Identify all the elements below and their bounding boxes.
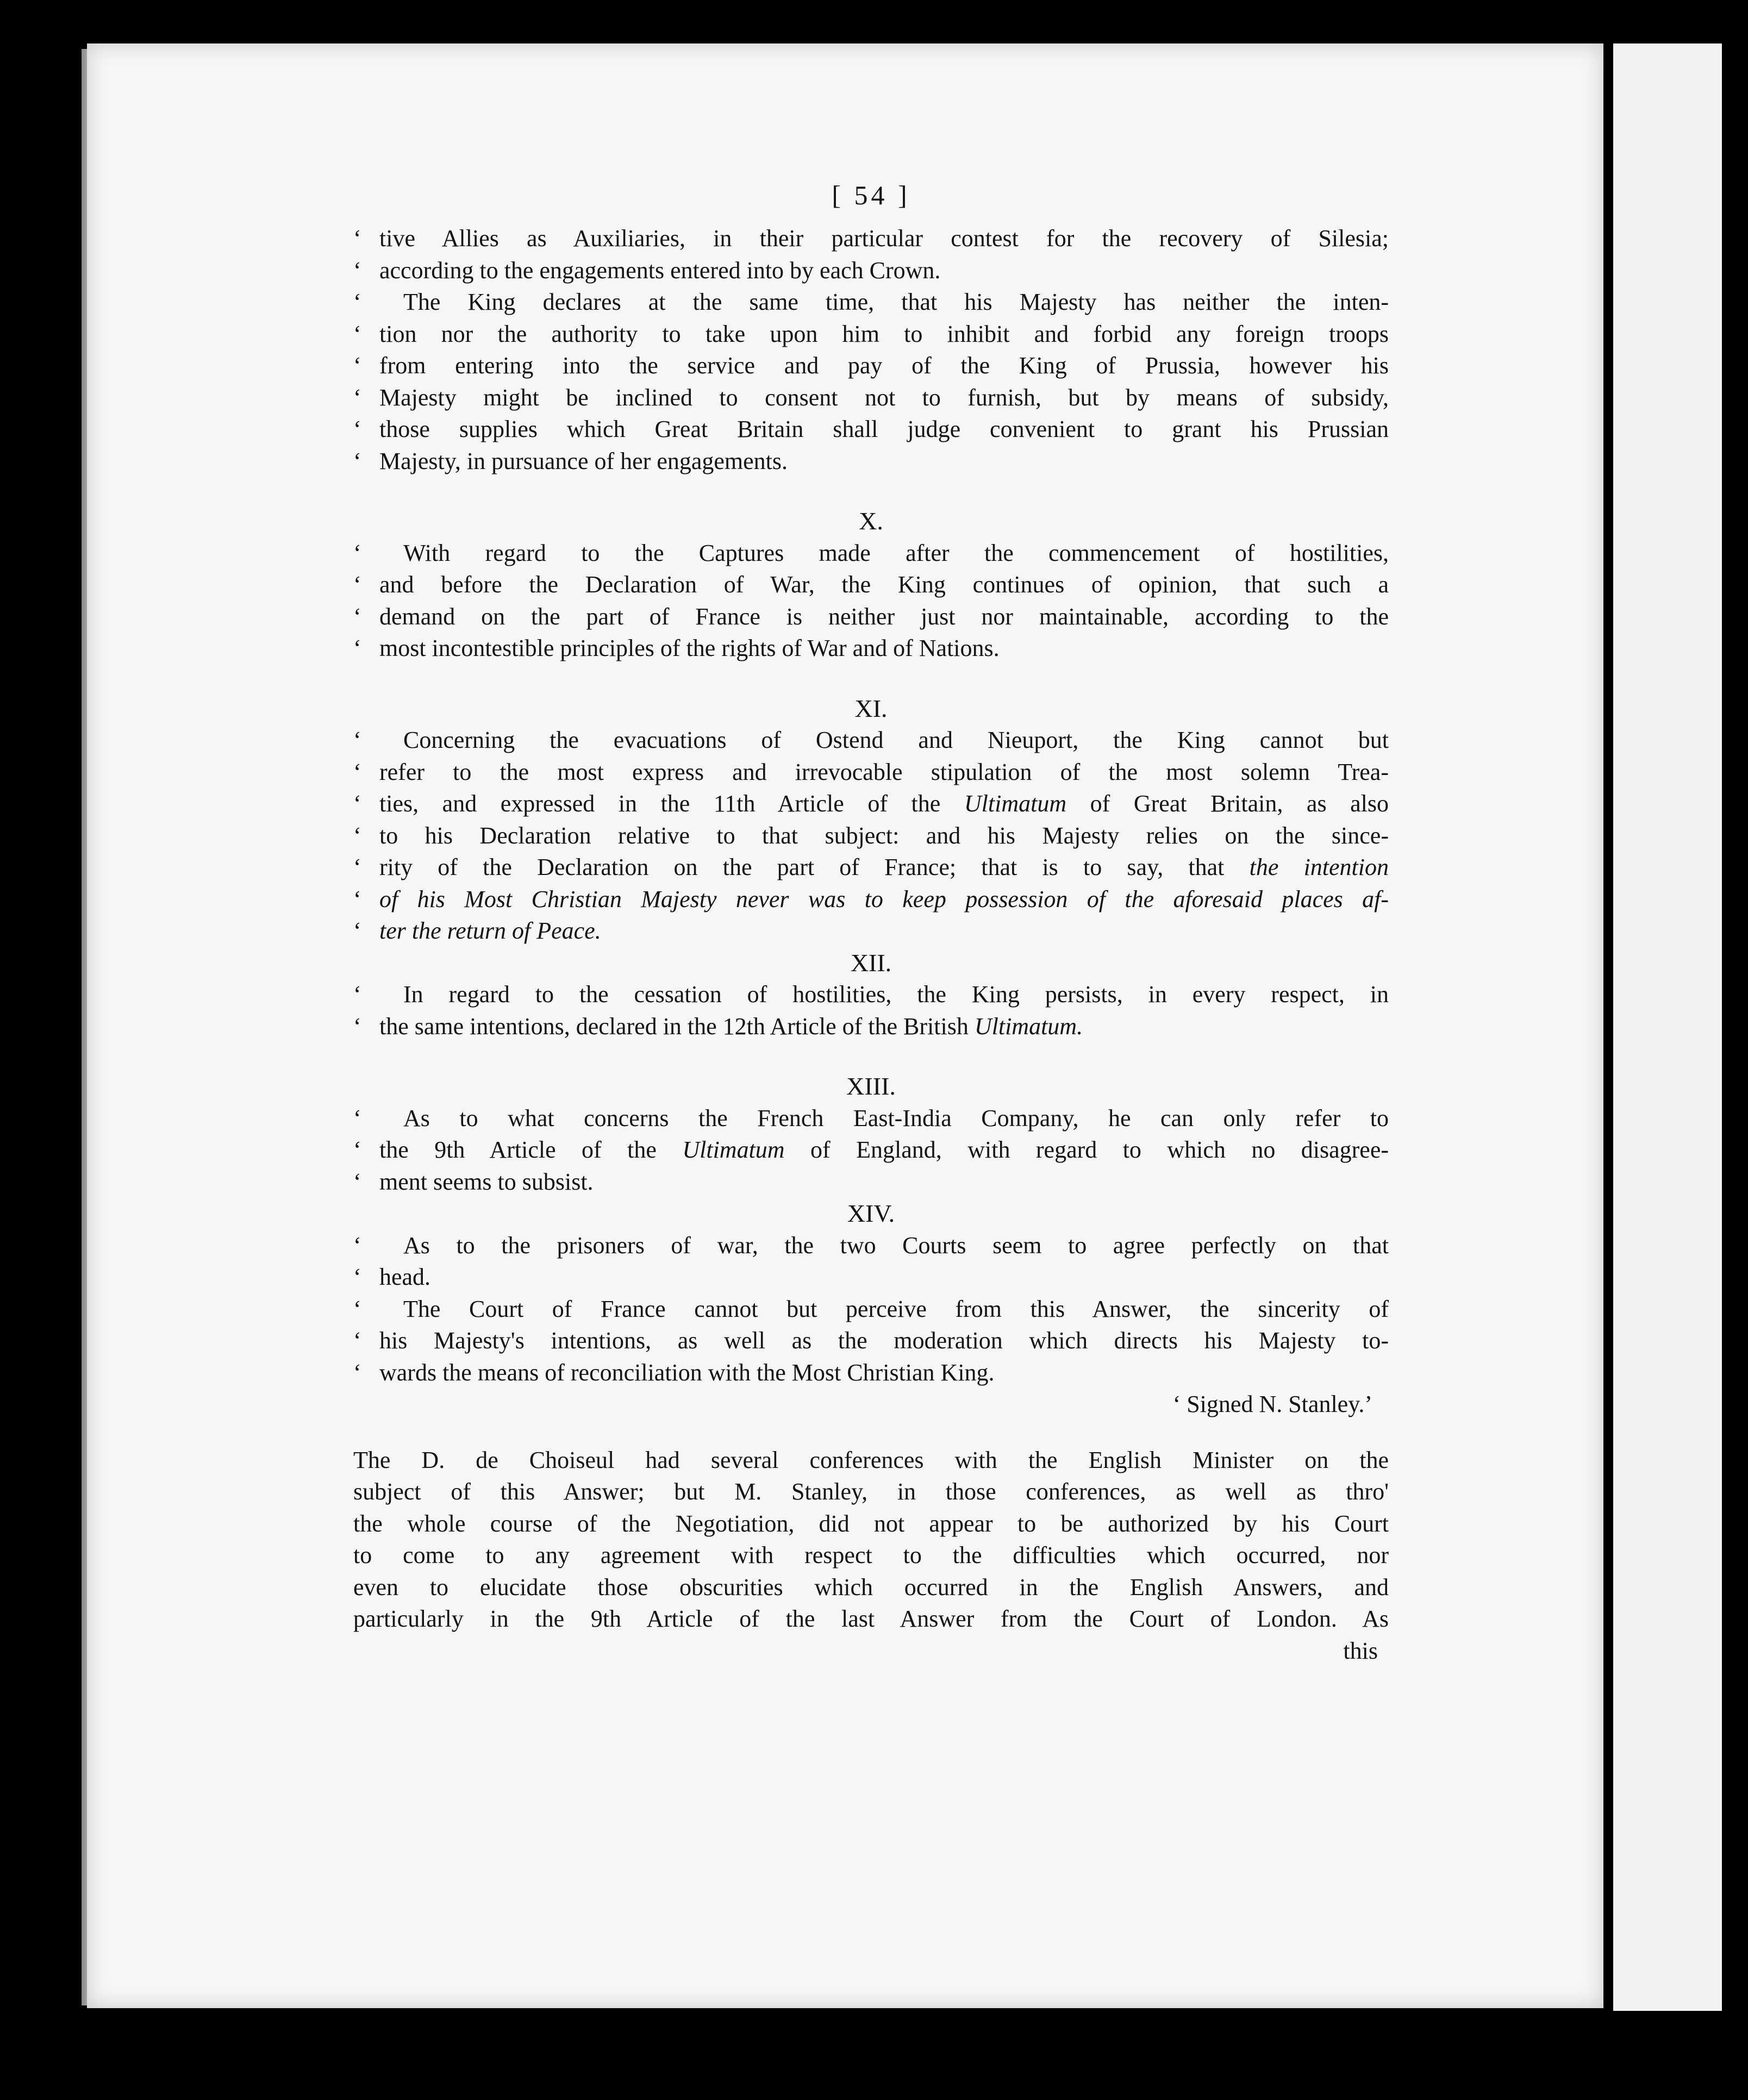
text-line: ‘ The Court of France cannot but perceive from this Answer, the sincerity of	[353, 1293, 1389, 1326]
article-heading-xiv: XIV.	[847, 1199, 895, 1227]
article-heading-xi: XI.	[854, 694, 888, 722]
page-number: [ 54 ]	[832, 180, 910, 210]
text-line: ‘ ties, and expressed in the 11th Article of the Ultimatum of Great Britain, as also	[353, 788, 1389, 820]
text-line: ‘ the same intentions, declared in the 12th Article of the British Ultimatum.	[353, 1011, 1389, 1043]
article-heading-xii: XII.	[850, 948, 892, 977]
text-line: ‘ demand on the part of France is neither just nor maintainable, according to the	[353, 601, 1389, 633]
text-line: to come to any agreement with respect to the difficulties which occurred, nor	[353, 1542, 1389, 1568]
text-line: the whole course of the Negotiation, did not appear to be authorized by his Court	[353, 1510, 1389, 1537]
article-heading-x: X.	[859, 507, 883, 535]
article-heading-xiii: XIII.	[846, 1072, 896, 1100]
text-line: ‘ The King declares at the same time, that his Majesty has neither the inten-	[353, 286, 1389, 318]
text-line: ‘ his Majesty's intentions, as well as the moderation which directs his Majesty to-	[353, 1325, 1389, 1357]
text-line: ‘ rity of the Declaration on the part of France; that is to say, that the intention	[353, 852, 1389, 884]
text-line: ‘ ment seems to subsist.	[353, 1166, 1389, 1198]
text-line: ‘ from entering into the service and pay of the King of Prussia, however his	[353, 350, 1389, 382]
text-line: ‘ according to the engagements entered into by each Crown.	[353, 255, 1389, 287]
text-line: ‘ the 9th Article of the Ultimatum of England, with regard to which no disagree-	[353, 1134, 1389, 1166]
text-line: ‘ wards the means of reconciliation with the Most Christian King.	[353, 1357, 1389, 1389]
page-text	[353, 179, 1389, 1667]
text-line: ‘ and before the Declaration of War, the King continues of opinion, that such a	[353, 569, 1389, 601]
text-line: The D. de Choiseul had several conferences with the English Minister on the	[353, 1446, 1389, 1473]
signature-line: ‘ Signed N. Stanley.’	[1172, 1391, 1372, 1417]
text-line: ‘ Majesty, in pursuance of her engagements.	[353, 446, 1389, 478]
catchword: this	[1343, 1637, 1378, 1664]
ultimatum-italic: Ultimatum	[964, 790, 1067, 817]
text-line: ‘ Majesty might be inclined to consent not to furnish, but by means of subsidy,	[353, 382, 1389, 414]
text-line-italic: ‘ ter the return of Peace.	[353, 915, 1389, 947]
text-line: subject of this Answer; but M. Stanley, in those conferences, as well as thro'	[353, 1478, 1389, 1505]
text-line: ‘ to his Declaration relative to that subject: and his Majesty relies on the since-	[353, 820, 1389, 852]
text-line-italic: ‘ of his Most Christian Majesty never was to keep possession of the aforesaid places af-	[353, 884, 1389, 916]
text-line: even to elucidate those obscurities which occurred in the English Answers, and	[353, 1573, 1389, 1601]
text-line: ‘ tion nor the authority to take upon him to inhibit and forbid any foreign troops	[353, 318, 1389, 351]
text-line: ‘ head.	[353, 1261, 1389, 1293]
text-line: ‘ Concerning the evacuations of Ostend and Nieuport, the King cannot but	[353, 724, 1389, 757]
text-line: ‘ As to what concerns the French East-India Company, he can only refer to	[353, 1103, 1389, 1135]
text-line: ‘ those supplies which Great Britain shall judge convenient to grant his Prussian	[353, 414, 1389, 446]
text-line: ‘ tive Allies as Auxiliaries, in their particular contest for the recovery of Silesia;	[353, 223, 1389, 255]
text-line: particularly in the 9th Article of the last Answer from the Court of London. As	[353, 1605, 1389, 1632]
text-line: ‘ As to the prisoners of war, the two Courts seem to agree perfectly on that	[353, 1230, 1389, 1262]
text-line: ‘ most incontestible principles of the rights of War and of Nations.	[353, 633, 1389, 665]
text-line: ‘ refer to the most express and irrevocable stipulation of the most solemn Trea-	[353, 757, 1389, 789]
facing-page-edge	[1613, 43, 1722, 2011]
text-line: ‘ With regard to the Captures made after the commencement of hostilities,	[353, 538, 1389, 570]
text-line: ‘ In regard to the cessation of hostilities, the King persists, in every respect, in	[353, 979, 1389, 1011]
